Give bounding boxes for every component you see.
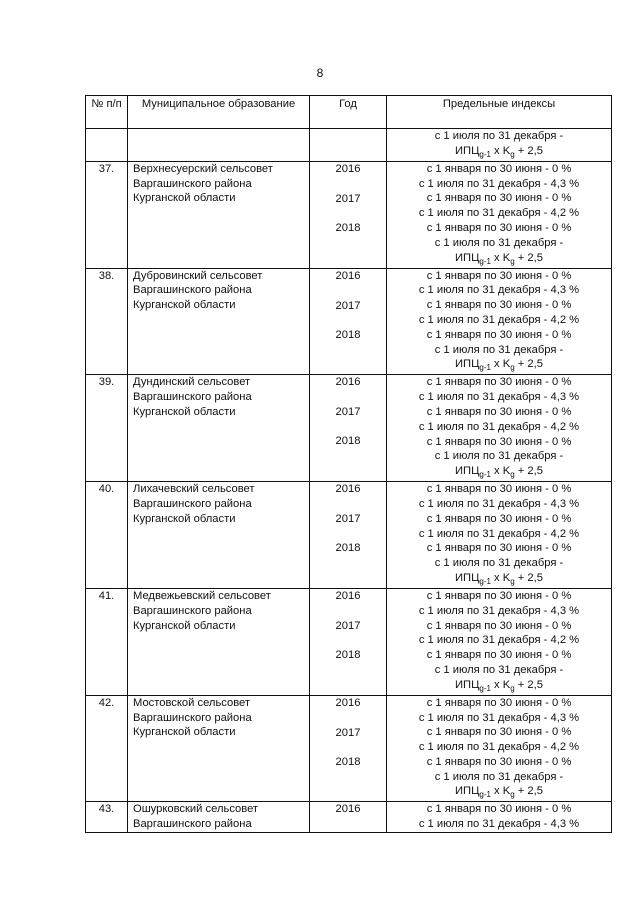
table-row: [86, 482, 612, 589]
municipality-cell: Верхнесуерский сельсовет Варгашинского района Курганской области: [128, 161, 310, 268]
year-cell: 2016 2017 2018: [310, 375, 387, 482]
row-number: 42.: [86, 695, 128, 802]
year-cell: 2016 2017 2018: [310, 268, 387, 375]
indices-cell: с 1 января по 30 июня - 0 % с 1 июля по 31 декабря - 4,3 % с 1 января по 30 июня - 0 % с 1 июля по 31 декабря - 4,2 % с 1 января по 30 июня - 0 % с 1 июля по 31 декабря - $ИПЦ_{g-1}$ x $K_g + 2,5$: [387, 695, 612, 802]
table-header-row: [86, 96, 612, 129]
index-formula: $ИПЦ_{g-1}$ x $K_g + 2,5$: [455, 785, 543, 800]
row-number: 40.: [86, 482, 128, 589]
table-row: [86, 588, 612, 695]
row-number: 39.: [86, 375, 128, 482]
header-year: Год: [310, 96, 387, 129]
indices-cell: с 1 января по 30 июня - 0 % с 1 июля по 31 декабря - 4,3 % с 1 января по 30 июня - 0 % с 1 июля по 31 декабря - 4,2 % с 1 января по 30 июня - 0 % с 1 июля по 31 декабря - $ИПЦ_{g-1}$ x $K_g + 2,5$: [387, 161, 612, 268]
index-line: с 1 июля по 31 декабря -: [434, 130, 564, 142]
municipality-cell: Ошурковский сельсовет Варгашинского района: [128, 802, 310, 833]
year-cell: 2016 2017 2018: [310, 695, 387, 802]
indices-cell: с 1 января по 30 июня - 0 % с 1 июля по 31 декабря - 4,3 % с 1 января по 30 июня - 0 % с 1 июля по 31 декабря - 4,2 % с 1 января по 30 июня - 0 % с 1 июля по 31 декабря - $ИПЦ_{g-1}$ x $K_g + 2,5$: [387, 268, 612, 375]
table-row: [86, 375, 612, 482]
header-indices: Предельные индексы: [387, 96, 612, 129]
header-municipality: Муниципальное образование: [128, 96, 310, 129]
year-cell: 2016: [310, 802, 387, 833]
year-cell: 2016 2017 2018: [310, 482, 387, 589]
row-number: 43.: [86, 802, 128, 833]
municipality-cell: Мостовской сельсовет Варгашинского района Курганской области: [128, 695, 310, 802]
index-formula: $ИПЦ_{g-1}$ x $K_g + 2,5$: [455, 251, 543, 266]
index-formula: $ИПЦ_{g-1}$ x $K_g + 2,5$: [455, 678, 543, 693]
row-number: 38.: [86, 268, 128, 375]
index-formula: $ИПЦ_{g-1}$ x $K_g + 2,5$: [455, 358, 543, 373]
row-number: 37.: [86, 161, 128, 268]
indices-cell: с 1 января по 30 июня - 0 % с 1 июля по 31 декабря - 4,3 % с 1 января по 30 июня - 0 % с 1 июля по 31 декабря - 4,2 % с 1 января по 30 июня - 0 % с 1 июля по 31 декабря - $ИПЦ_{g-1}$ x $K_g + 2,5$: [387, 588, 612, 695]
index-formula: $ИПЦ_{g-1}$ x $K_g + 2,5$: [455, 465, 543, 480]
indices-cell: с 1 января по 30 июня - 0 % с 1 июля по 31 декабря - 4,3 % с 1 января по 30 июня - 0 % с 1 июля по 31 декабря - 4,2 % с 1 января по 30 июня - 0 % с 1 июля по 31 декабря - $ИПЦ_{g-1}$ x $K_g + 2,5$: [387, 482, 612, 589]
municipality-cell: Дубровинский сельсовет Варгашинского района Курганской области: [128, 268, 310, 375]
tariff-index-table: [85, 95, 612, 833]
municipality-cell: Медвежьевский сельсовет Варгашинского района Курганской области: [128, 588, 310, 695]
indices-cell: с 1 января по 30 июня - 0 % с 1 июля по 31 декабря - 4,3 %: [387, 802, 612, 833]
indices-cell: с 1 января по 30 июня - 0 % с 1 июля по 31 декабря - 4,3 % с 1 января по 30 июня - 0 % с 1 июля по 31 декабря - 4,2 % с 1 января по 30 июня - 0 % с 1 июля по 31 декабря - $ИПЦ_{g-1}$ x $K_g + 2,5$: [387, 375, 612, 482]
table-row: [86, 695, 612, 802]
table-row: [86, 161, 612, 268]
index-formula: $ИПЦ_{g-1}$ x $K_g + 2,5$: [455, 144, 543, 159]
table-row: [86, 268, 612, 375]
index-formula: $ИПЦ_{g-1}$ x $K_g + 2,5$: [455, 571, 543, 586]
municipality-cell: Лихачевский сельсовет Варгашинского района Курганской области: [128, 482, 310, 589]
table-row: [86, 802, 612, 833]
year-cell: 2016 2017 2018: [310, 588, 387, 695]
continuation-indices: [387, 129, 612, 162]
year-cell: 2016 2017 2018: [310, 161, 387, 268]
row-number: 41.: [86, 588, 128, 695]
page-number: 8: [316, 66, 324, 80]
municipality-cell: Дундинский сельсовет Варгашинского района Курганской области: [128, 375, 310, 482]
continuation-row: [86, 129, 612, 162]
header-num: № п/п: [86, 96, 128, 129]
